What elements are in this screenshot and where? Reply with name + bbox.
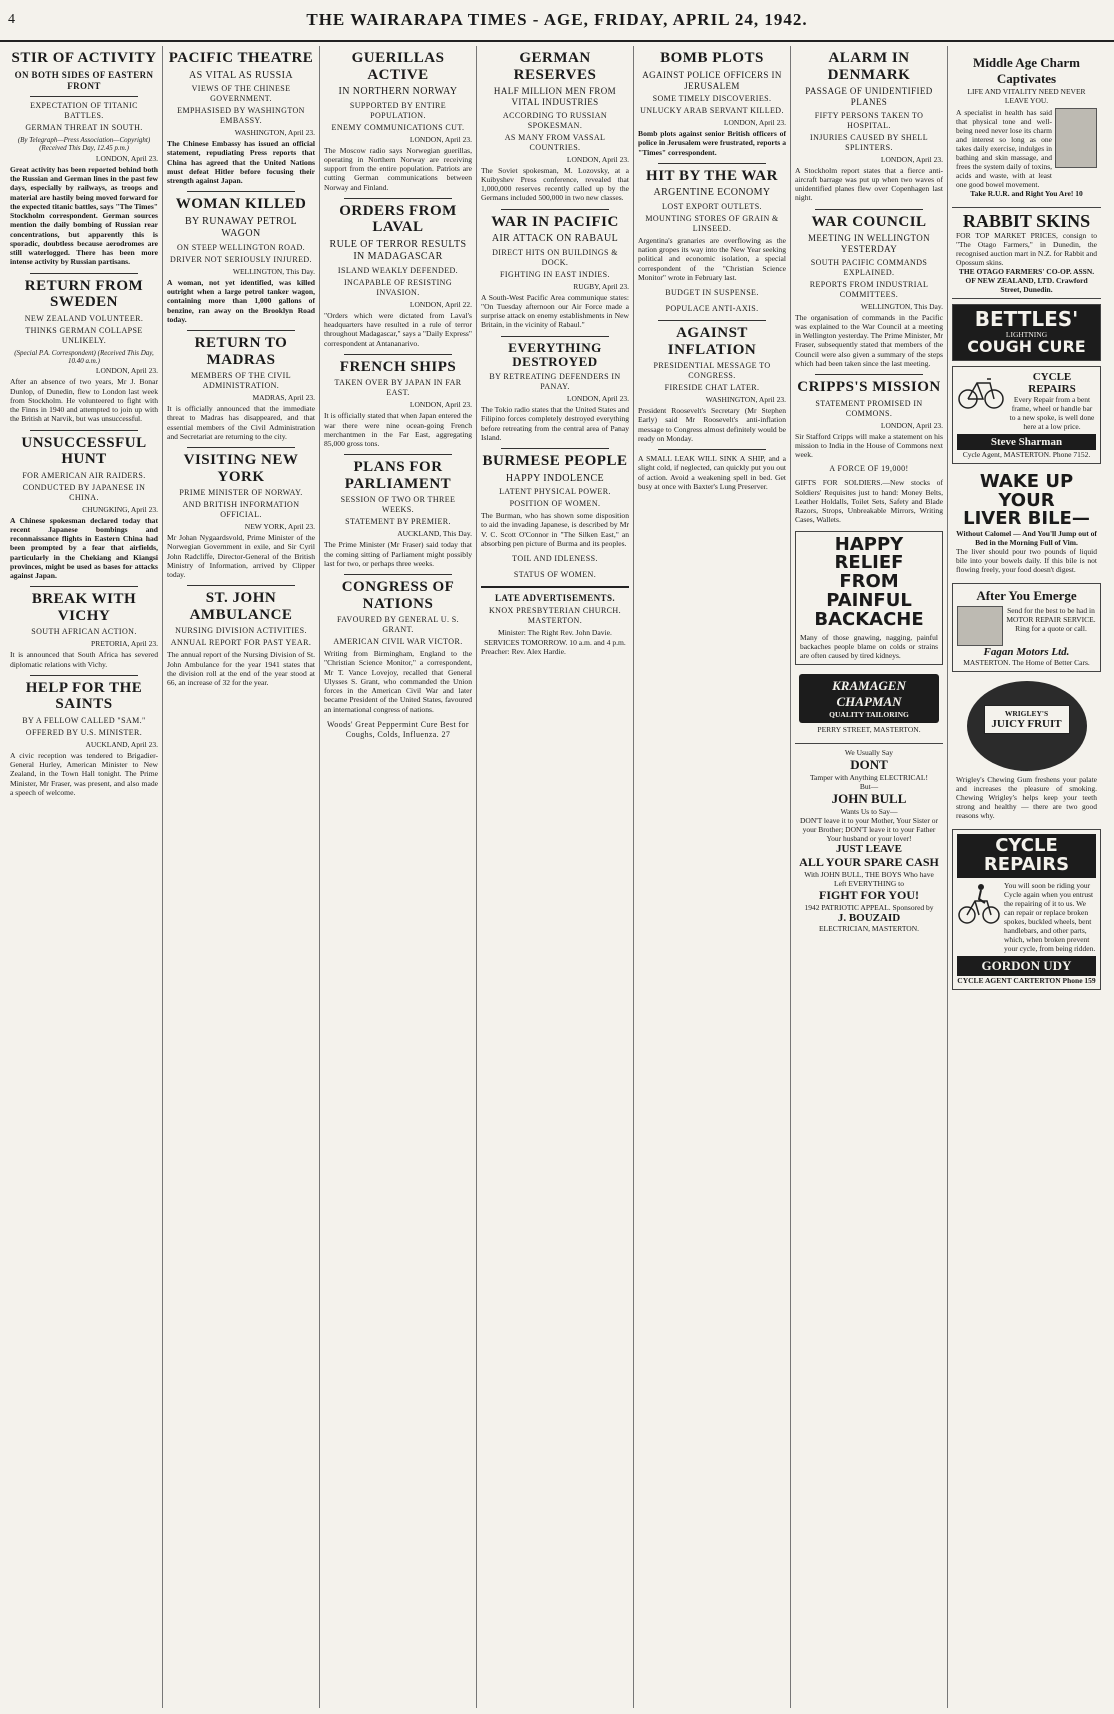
column-1 (6, 46, 163, 1708)
dateline: WASHINGTON, April 23. (234, 128, 315, 137)
article-body: The Prime Minister (Mr Fraser) said today that the coming sitting of Parliament might possibly last for two, or perhaps three weeks. (324, 540, 472, 568)
subhead: SUPPORTED BY ENTIRE POPULATION. (349, 100, 447, 120)
ad-line: JOHN BULL (831, 790, 907, 806)
article-help-for-the-saints (10, 675, 158, 797)
article-hit-by-the-war (638, 163, 786, 314)
ad-name: Steve Sharman (957, 434, 1096, 450)
article-stir-of-activity (10, 50, 158, 267)
article-return-to-madras (167, 330, 315, 441)
dateline: NEW YORK, April 23. (244, 522, 315, 531)
subhead: REPORTS FROM INDUSTRIAL COMMITTEES. (809, 279, 929, 299)
subhead: ON BOTH SIDES OF EASTERN FRONT (14, 69, 154, 91)
section-subhead: TOIL AND IDLENESS. (512, 554, 598, 564)
subhead: FIRESIDE CHAT LATER. (664, 383, 760, 392)
ad-body: Every Repair from a bent frame, wheel or handle bar to a new spoke, is well done here at a low price. (1009, 394, 1095, 431)
subhead: ACCORDING TO RUSSIAN SPOKESMAN. (502, 110, 608, 130)
article-everything-destroyed (481, 336, 629, 443)
dateline: PRETORIA, April 23. (91, 639, 158, 649)
headline: UNSUCCESSFUL HUNT (21, 434, 147, 468)
headline: GUERILLAS ACTIVE (351, 50, 445, 83)
headline: RETURN FROM SWEDEN (24, 277, 144, 311)
portrait-illustration (1055, 108, 1097, 168)
headline: BOMB PLOTS (660, 50, 764, 66)
ad-line: WAKE UP YOUR (979, 470, 1074, 511)
article-french-ships (324, 354, 472, 449)
subhead: TAKEN OVER BY JAPAN IN FAR EAST. (334, 378, 462, 398)
subhead: PRESIDENTIAL MESSAGE TO CONGRESS. (653, 361, 771, 380)
article-bomb-plots (638, 50, 786, 157)
headline: PACIFIC THEATRE (168, 50, 314, 66)
article-body: Great activity has been reported behind both the Russian and German lines in the past few days, especially by railways, as troops and material are hastily being moved forward for the expected titanic battles, says "The Times" Stockholm correspondent. German sources mention the daily bombing of Russian rear concentrations, but apparently this is sporadic, doubtless because aerodromes are still waterlogged. There has been more intense activity by Russian partisans. (10, 164, 158, 267)
dateline: LONDON, April 23. (880, 154, 943, 164)
ad-title: CYCLE (995, 835, 1058, 857)
subhead: DRIVER NOT SERIOUSLY INJURED. (170, 254, 312, 264)
ad-brand: BETTLES' (974, 306, 1079, 331)
headline: EVERYTHING DESTROYED (508, 339, 602, 369)
headline: WAR COUNCIL (811, 213, 927, 230)
dateline: AUCKLAND, This Day. (397, 529, 472, 539)
article-break-with-vichy (10, 586, 158, 669)
ad-line: We Usually Say (844, 747, 894, 757)
subhead: DIRECT HITS ON BUILDINGS & DOCK. (492, 247, 618, 267)
ad-brand: CHAPMAN (836, 693, 902, 709)
subhead: LATENT PHYSICAL POWER. (499, 487, 611, 497)
ad-body: FOR TOP MARKET PRICES, consign to "The Otago Farmers," in Dunedin, the recognised auction mart in N.Z. for Rabbit and Opossum skins. (956, 230, 1097, 267)
ad-line: LIGHTNING (1005, 329, 1048, 339)
section-subhead: STATUS OF WOMEN. (513, 570, 597, 580)
article-plans-for-parliament (324, 454, 472, 568)
headline: CONGRESS OF NATIONS (341, 579, 455, 612)
ad-line: 1942 PATRIOTIC APPEAL. Sponsored by (804, 902, 934, 912)
ad-line: Wants Us to Say— (840, 806, 898, 816)
article-body: President Roosevelt's Secretary (Mr Stephen Early) said Mr Roosevelt's anti-inflation message to Congress almost definitely would be ready on Monday. (638, 406, 786, 443)
subhead: CONDUCTED BY JAPANESE IN CHINA. (22, 482, 146, 502)
article-pacific-theatre (167, 50, 315, 185)
ad-line: LIVER BILE— (963, 508, 1090, 530)
wrigleys-ad (952, 677, 1101, 824)
subhead: STATEMENT BY PREMIER. (345, 517, 451, 527)
church-name: KNOX PRESBYTERIAN CHURCH. MASTERTON. (488, 606, 621, 626)
article-body: The Moscow radio says Norwegian guerillas, operating in Northern Norway are receiving support from the entire population. Patriots are cutting German communications between Norway and Finland. (324, 145, 472, 192)
ad-line: FROM PAINFUL (826, 571, 912, 612)
ad-tagline: QUALITY TAILORING (829, 709, 909, 719)
ad-line: HAPPY RELIEF (834, 533, 904, 574)
ad-line: Without Calomel — And You'll Jump out of Bed in the Morning Full of Vim. (956, 529, 1097, 548)
headline: WAR IN PACIFIC (491, 213, 619, 230)
article-body: A Stockholm report states that a fierce anti-aircraft barrage was put up when two waves of unidentified planes flew over Copenhagen last night. (795, 165, 943, 203)
backache-ad (795, 531, 943, 665)
ad-body: You will soon be riding your Cycle again when you entrust the repairing of it to us. We can repair or replace broken spokes, buckled wheels, bent handlebars, and other parts, which, when broken prevent your cycle, from being ridden. (1004, 881, 1096, 954)
article-body: A woman, not yet identified, was killed outright when a large petrol tanker wagon, containing more than 1,000 gallons of benzine, ran away on the Brooklyn Road today. (167, 277, 315, 324)
subhead: UNLUCKY ARAB SERVANT KILLED. (640, 106, 784, 115)
ad-title: REPAIRS (983, 854, 1070, 876)
subhead: FIFTY PERSONS TAKEN TO HOSPITAL. (814, 110, 924, 130)
credit-line: (Special P.A. Correspondent) (Received This Day, 10.40 a.m.) (14, 348, 154, 365)
article-body: A South-West Pacific Area communique states: "On Tuesday afternoon our Air Force made a surprise attack on enemy establishments in New Britain, in the vicinity of Rabaul." (481, 292, 629, 330)
article-body: Bomb plots against senior British officers of police in Jerusalem were frustrated, reports a "Times" correspondent. (638, 129, 786, 157)
subhead: AND BRITISH INFORMATION OFFICIAL. (182, 500, 300, 519)
church-details: Minister: The Right Rev. John Davie. SERVICES TOMORROW. 10 a.m. and 4 p.m. (484, 628, 626, 647)
ad-title: RABBIT SKINS (962, 211, 1091, 231)
headline: HELP FOR THE SAINTS (25, 679, 143, 713)
dateline: CHUNGKING, April 23. (82, 504, 158, 514)
subhead: NURSING DIVISION ACTIVITIES. (175, 626, 307, 636)
headline: ST. JOHN AMBULANCE (189, 590, 293, 623)
subhead: BY RUNAWAY PETROL WAGON (184, 215, 298, 240)
fagan-motors-ad (952, 583, 1101, 672)
subhead: AMERICAN CIVIL WAR VICTOR. (333, 637, 463, 646)
ad-line: ALL YOUR SPARE CASH (799, 854, 939, 869)
steve-sharman-ad (952, 366, 1101, 464)
dateline: LONDON, April 23. (95, 366, 158, 376)
article-body: Writing from Birmingham, England to the "Christian Science Monitor," a correspondent, Mr T. Vance Lovejoy, recalled that General Ulysses S. Grant, who commanded the Union forces in the American Civil War and later became President of the United States, favoured an international congress of nations. (324, 649, 472, 714)
subhead: HALF MILLION MEN FROM VITAL INDUSTRIES (493, 86, 617, 108)
article-orders-from-laval (324, 198, 472, 348)
column-6 (791, 46, 948, 1708)
headline: PLANS FOR PARLIAMENT (344, 459, 452, 492)
dateline: RUGBY, April 23. (573, 281, 629, 291)
rabbit-skins-ad (952, 207, 1101, 299)
newspaper-title: THE WAIRARAPA TIMES - AGE, FRIDAY, APRIL 24, 1942. (306, 10, 808, 29)
ad-line: BACKACHE (814, 609, 924, 631)
subhead: AS MANY FROM VASSAL COUNTRIES. (504, 132, 606, 152)
ad-tagline: Take R.U.R. and Right You Are! 10 (970, 189, 1083, 198)
subhead: INJURIES CAUSED BY SHELL SPLINTERS. (810, 132, 928, 152)
article-body: The organisation of commands in the Pacific was explained to the War Council at a meeting in Wellington yesterday. The Prime Minister, Mr Fraser, subsequently stated that members of the Council were also given a summary of the steps which had been taken since the last meeting. (795, 312, 943, 368)
subhead: VIEWS OF THE CHINESE GOVERNMENT. (191, 84, 291, 103)
subhead: AGAINST POLICE OFFICERS IN JERUSALEM (642, 69, 782, 91)
subhead: BY RETREATING DEFENDERS IN PANAY. (489, 372, 621, 392)
dateline: LONDON, April 23. (409, 134, 472, 144)
article-against-inflation (638, 320, 786, 443)
liver-bile-ad (952, 469, 1101, 579)
subhead: MEMBERS OF THE CIVIL ADMINISTRATION. (190, 371, 292, 390)
article-war-council (795, 209, 943, 369)
cyclist-icon (957, 881, 1001, 925)
subhead: MOUNTING STORES OF GRAIN & LINSEED. (645, 213, 779, 233)
ad-body: A specialist in health has said that physical tone and well-being need never lose its charm and interest so long as one takes daily exercise, indulges in bathing and skin massage, and frees the system daily of toxins, acids and waste, with at least one good bowel movement. (956, 108, 1052, 189)
ad-footer: MASTERTON. The Home of Better Cars. (963, 658, 1090, 668)
ad-line: FIGHT FOR YOU! (818, 887, 919, 902)
middle-age-charm-ad (952, 51, 1101, 202)
ad-flavour: JUICY FRUIT (991, 718, 1062, 731)
article-body: A civic reception was tendered to Brigadier-General Hurley, American Minister to New Zealand, in the Town Hall tonight. The Prime Minister, Mr Fraser, was present, and also made a speech of welcome. (10, 750, 158, 797)
headline: BREAK WITH VICHY (31, 591, 137, 624)
subhead: PASSAGE OF UNIDENTIFIED PLANES (805, 86, 933, 108)
subhead: RULE OF TERROR RESULTS IN MADAGASCAR (329, 238, 467, 263)
headline: WOMAN KILLED (175, 196, 307, 213)
ad-body: Wrigley's Chewing Gum freshens your palate and increases the pleasure of smoking. Chewing Wrigley's helps keep your teeth strong and healthy — there are two good reasons why. (956, 775, 1097, 821)
car-illustration (957, 606, 1003, 646)
subhead: ANNUAL REPORT FOR PAST YEAR. (170, 638, 312, 648)
article-body: The Chinese Embassy has issued an official statement, repudiating Press reports that China has agreed that the United Nations must defeat Hitler before focusing their strength against Japan. (167, 139, 315, 185)
newspaper-page (6, 46, 1108, 1708)
subhead: SOUTH AFRICAN ACTION. (31, 627, 137, 637)
headline: FRENCH SHIPS (339, 358, 457, 375)
ad-line: JUST LEAVE (836, 842, 902, 855)
headline: CRIPPS'S MISSION (797, 379, 941, 395)
subhead: NEW ZEALAND VOLUNTEER. (24, 313, 144, 323)
article-burmese-people (481, 448, 629, 580)
ad-brand: KRAMAGEN (832, 677, 906, 693)
subhead: MEETING IN WELLINGTON YESTERDAY (807, 233, 931, 255)
subhead: ISLAND WEAKLY DEFENDED. (337, 265, 459, 275)
dateline: MADRAS, April 23. (252, 393, 315, 402)
dateline: LONDON, April 23. (880, 420, 943, 430)
headline: BURMESE PEOPLE (482, 453, 628, 470)
section-subhead: BUDGET IN SUSPENSE. (665, 288, 759, 297)
article-body: Argentina's granaries are overflowing as the nation gropes its way into the New Year seeking political and economic isolation, a special correspondent of the "Christian Science Monitor" wrote in February last. (638, 235, 786, 282)
ad-name: Fagan Motors Ltd. (983, 646, 1070, 659)
ad-line: With JOHN BULL, THE BOYS Who have Left EVERYTHING to (804, 869, 934, 888)
late-advertisements (481, 586, 629, 656)
ad-line: ELECTRICIAN, MASTERTON. (818, 923, 920, 933)
dateline: WELLINGTON, This Day. (232, 266, 315, 276)
bicycle-icon (957, 371, 1005, 411)
article-war-in-pacific (481, 209, 629, 330)
subhead: SOME TIMELY DISCOVERIES. (652, 94, 772, 103)
article-return-from-sweden (10, 273, 158, 424)
article-woman-killed (167, 191, 315, 324)
column-7 (948, 46, 1105, 1708)
subhead: STATEMENT PROMISED IN COMMONS. (815, 398, 923, 418)
ad-line: J. BOUZAID (837, 911, 901, 924)
headline: RETURN TO MADRAS (194, 335, 288, 368)
ad-body: The liver should pour two pounds of liquid bile into your bowels daily. If this bile is not flowing freely, your food doesn't digest. (956, 547, 1097, 575)
ad-name: GORDON UDY (957, 956, 1096, 976)
ad-line: DON'T leave it to your Mother, Your Sister or your Brother; DON'T leave it to your Father Your husband or your lover! (800, 815, 938, 843)
ad-body: Many of those gnawing, nagging, painful backaches people blame on colds or strains are often caused by tired kidneys. (800, 632, 938, 660)
ad-title: Captivates (996, 71, 1057, 86)
article-visiting-new-york (167, 447, 315, 579)
john-bull-appeal-ad (795, 743, 943, 937)
gifts-for-soldiers-ad: GIFTS FOR SOLDIERS.—New stocks of Soldiers' Requisites just to hand: Money Belts, Leather Holdalls, Toilet Sets, Safety and Blade Razors, Strops, Unbreakable Mirrors, Writing Cases, Wallets. (795, 478, 943, 525)
ad-title: After You Emerge (976, 588, 1077, 604)
headline: HIT BY THE WAR (646, 167, 778, 184)
dateline: LONDON, April 23. (566, 394, 629, 404)
subhead: GERMAN THREAT IN SOUTH. (25, 123, 143, 132)
section-subhead: POPULACE ANTI-AXIS. (665, 304, 759, 313)
ad-line: COUGH CURE (967, 336, 1086, 356)
gordon-udy-ad (952, 829, 1101, 990)
ad-subtitle: LIFE AND VITALITY NEED NEVER LEAVE YOU. (967, 87, 1086, 105)
subhead: LOST EXPORT OUTLETS. (662, 201, 762, 211)
headline: ALARM IN DENMARK (827, 50, 911, 83)
subhead: ARGENTINE ECONOMY (653, 187, 771, 199)
subhead: BY A FELLOW CALLED "SAM." (22, 715, 146, 725)
column-4 (477, 46, 634, 1708)
article-st-john-ambulance (167, 585, 315, 687)
ad-footer: Cycle Agent, MASTERTON. Phone 7152. (962, 449, 1091, 459)
ad-body: Send for the best to be had in MOTOR REPAIR SERVICE. Ring for a quote or call. (1006, 606, 1096, 634)
dateline: WASHINGTON, April 23. (705, 395, 786, 404)
subhead: SESSION OF TWO OR THREE WEEKS. (340, 495, 456, 515)
subhead: FOR AMERICAN AIR RAIDERS. (22, 470, 146, 480)
ad-footer: THE OTAGO FARMERS' CO-OP. ASSN. OF NEW ZEALAND, LTD. Crawford Street, Dunedin. (958, 266, 1095, 294)
headline: AGAINST INFLATION (667, 325, 757, 358)
article-body: It is officially announced that the immediate threat to Madras has disappeared, and that essential members of the Civil Administration and Secretariat are returning to the city. (167, 404, 315, 441)
ad-title: Middle Age Charm (973, 55, 1080, 70)
article-body: The Tokio radio states that the United States and Filipino forces completely destroyed everything before retreating from the central area of Panay Island. (481, 405, 629, 442)
column-5 (634, 46, 791, 1708)
dateline: LONDON, April 23. (95, 153, 158, 163)
ad-address: PERRY STREET, MASTERTON. (817, 724, 921, 734)
subhead: FAVOURED BY GENERAL U. S. GRANT. (336, 615, 459, 634)
ad-footer: CYCLE AGENT CARTERTON Phone 159 (957, 976, 1096, 986)
headline: ORDERS FROM LAVAL (339, 202, 457, 236)
subhead: INCAPABLE OF RESISTING INVASION. (343, 277, 453, 297)
article-unsuccessful-hunt (10, 430, 158, 581)
article-alarm-in-denmark (795, 50, 943, 203)
ad-brand: WRIGLEY'S (1004, 709, 1049, 719)
dateline: WELLINGTON, This Day. (860, 301, 943, 311)
subhead: THINKS GERMAN COLLAPSE UNLIKELY. (25, 325, 143, 345)
article-body: Sir Stafford Cripps will make a statement on his mission to India in the House of Commons next week. (795, 431, 943, 459)
ad-line: DONT (850, 756, 888, 772)
headline: VISITING NEW YORK (183, 452, 299, 485)
headline: STIR OF ACTIVITY (11, 50, 157, 66)
dateline: LONDON, April 23. (723, 118, 786, 127)
subhead: SOUTH PACIFIC COMMANDS EXPLAINED. (810, 257, 928, 277)
ad-body: A SMALL LEAK WILL SINK A SHIP, and a slight cold, if neglected, can quickly put you out of action. Avoid a weakening spell in bed. Get busy at once with Baxter's Lung Preserver. (638, 454, 786, 491)
article-congress-of-nations (324, 574, 472, 740)
subhead: FIGHTING IN EAST INDIES. (500, 269, 610, 279)
column-2 (163, 46, 320, 1708)
church-preacher: Preacher: Rev. Alex Hardie. (481, 646, 566, 656)
column-3 (320, 46, 477, 1708)
subhead: AS VITAL AS RUSSIA (189, 69, 293, 81)
masthead (0, 0, 1114, 42)
subhead: HAPPY INDOLENCE (505, 472, 605, 484)
subhead: EXPECTATION OF TITANIC BATTLES. (30, 101, 138, 120)
dateline: AUCKLAND, April 23. (85, 739, 158, 749)
article-body: A Chinese spokesman declared today that recent Japanese bombings and reconnaissance flights in Eastern China had been prompted by a fear that airfields, particularly in the Chekiang and Kiangsi provinces, might be used as bases for attacks against Japan. (10, 515, 158, 581)
dateline: LONDON, April 23. (409, 400, 472, 410)
article-body: The annual report of the Nursing Division of St. John Ambulance for the year 1941 states that the division roll at the end of the year stood at 66, an increase of 32 for the year. (167, 650, 315, 687)
dateline: LONDON, April 23. (566, 154, 629, 164)
article-german-reserves (481, 50, 629, 203)
article-cripps-mission (795, 374, 943, 525)
subhead: IN NORTHERN NORWAY (338, 86, 458, 97)
ad-line: Tamper with Anything ELECTRICAL! (809, 772, 928, 782)
force-ad-headline: A FORCE OF 19,000! (829, 464, 909, 474)
subhead: AIR ATTACK ON RABAUL (491, 233, 619, 244)
article-body: After an absence of two years, Mr J. Bonar Dunlop, of Dunedin, flew to London last week from Stockholm. He volunteered to fight with the Finns in 1940 and attempted to join up with the British at Narvik, but was unsuccessful. (10, 377, 158, 424)
bettles-cough-cure-ad (952, 304, 1101, 361)
subhead: POSITION OF WOMEN. (509, 499, 601, 509)
ad-title: CYCLE REPAIRS (1028, 370, 1076, 395)
kramagen-chapman-ad (795, 670, 943, 738)
subhead: EMPHASISED BY WASHINGTON EMBASSY. (177, 106, 305, 125)
article-body: The Burman, who has shown some disposition to aid the invading Japanese, is described by Mr V. C. Scott O'Connor in "The Silken East," an absorbing pen picture of Burma and its peoples. (481, 511, 629, 548)
subhead: ON STEEP WELLINGTON ROAD. (176, 242, 306, 252)
subhead: ENEMY COMMUNICATIONS CUT. (331, 122, 465, 132)
article-body: It is officially stated that when Japan entered the war there were nine ocean-going French merchantmen in the Far East, aggregating 85,000 gross tons. (324, 411, 472, 448)
subhead: OFFERED BY U.S. MINISTER. (25, 727, 143, 737)
baxters-ad (638, 449, 786, 491)
article-body: It is announced that South Africa has severed diplomatic relations with Vichy. (10, 650, 158, 669)
peppermint-cure-ad: Woods' Great Peppermint Cure Best for Coughs, Colds, Influenza. 27 (326, 719, 469, 739)
credit-line: (By Telegraph—Press Association—Copyright) (Received This Day, 12.45 p.m.) (17, 136, 151, 153)
dateline: LONDON, April 22. (409, 299, 472, 309)
article-body: The Soviet spokesman, M. Lozovsky, at a Kuibyshev Press conference, revealed that 1,000,000 reserves recently called up by the Germans included 500,000 in two new classes. (481, 165, 629, 203)
article-body: "Orders which were dictated from Laval's headquarters have resulted in a rule of terror throughout Madagascar," says a "Daily Express" correspondent at Antananarivo. (324, 310, 472, 348)
article-body: Mr Johan Nygaardsvold, Prime Minister of the Norwegian Government in exile, and Sir Cyril John Radcliffe, Director-General of the British Ministry of Information, arrived by Clipper today. (167, 533, 315, 579)
headline: LATE ADVERTISEMENTS. (494, 593, 616, 604)
headline: GERMAN RESERVES (513, 50, 597, 83)
ad-line: But— (859, 781, 879, 791)
subhead: PRIME MINISTER OF NORWAY. (179, 488, 303, 497)
page-number: 4 (8, 12, 15, 27)
article-guerillas-active (324, 50, 472, 192)
